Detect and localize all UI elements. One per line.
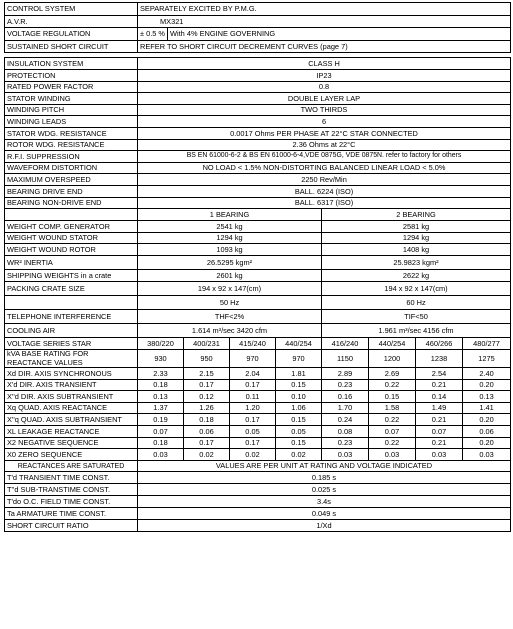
reactance-value: 2.40	[463, 368, 511, 380]
row-note: With 4% ENGINE GOVERNING	[168, 28, 511, 41]
avr-value: MX321	[160, 16, 184, 26]
reactance-value: 0.14	[416, 391, 463, 403]
reactance-value: 1238	[416, 350, 463, 368]
reactance-value: 0.22	[369, 414, 416, 426]
shipping-b2: 2622 kg	[322, 270, 511, 282]
reactance-value: 930	[138, 350, 184, 368]
spec-value: BALL. 6224 (ISO)	[138, 185, 511, 197]
spec-label: WINDING PITCH	[5, 104, 138, 116]
reactance-label: kVA BASE RATING FOR REACTANCE VALUES	[5, 350, 138, 368]
reactance-value: 0.10	[276, 391, 322, 403]
reactance-value: 1.06	[276, 402, 322, 414]
table-row	[5, 255, 511, 269]
cooling-v2: 1.961 m³/sec 4156 cfm	[322, 324, 511, 338]
voltage-value: 480/277	[463, 338, 511, 350]
weight-b1: 1294 kg	[138, 232, 322, 244]
weight-b2: 1408 kg	[322, 244, 511, 256]
table-row	[5, 209, 511, 221]
shipping-b1: 2601 kg	[138, 270, 322, 282]
time-const-label: Ta ARMATURE TIME CONST.	[5, 508, 138, 520]
crate-b1: 194 x 92 x 147(cm)	[138, 281, 322, 295]
table-row	[5, 104, 511, 116]
reactance-value: 1.49	[416, 402, 463, 414]
table-row	[5, 116, 511, 128]
row-label: VOLTAGE REGULATION	[5, 28, 138, 41]
reactance-value: 0.15	[369, 391, 416, 403]
reactance-value: 1.81	[276, 368, 322, 380]
spec-value: 6	[138, 116, 511, 128]
spec-value: CLASS H	[138, 58, 511, 70]
reactance-label: Xq QUAD. AXIS REACTANCE	[5, 402, 138, 414]
cooling-label: COOLING AIR	[5, 324, 138, 338]
reactance-value: 0.22	[369, 379, 416, 391]
spec-label: STATOR WDG. RESISTANCE	[5, 127, 138, 139]
reactance-value: 2.04	[230, 368, 276, 380]
table-row	[5, 437, 511, 449]
time-const-label: SHORT CIRCUIT RATIO	[5, 520, 138, 532]
voltage-value: 416/240	[322, 338, 369, 350]
reactance-label: X''q QUAD. AXIS SUBTRANSIENT	[5, 414, 138, 426]
reactance-value: 0.23	[322, 379, 369, 391]
frequency-60: 60 Hz	[322, 295, 511, 309]
row-value: SEPARATELY EXCITED BY P.M.G.	[138, 3, 511, 16]
time-const-value: 0.049 s	[138, 508, 511, 520]
table-row	[5, 414, 511, 426]
reactance-value: 1.70	[322, 402, 369, 414]
reactance-value: 0.07	[416, 425, 463, 437]
reactance-value: 1.20	[230, 402, 276, 414]
reactance-value: 0.22	[369, 437, 416, 449]
spec-value: BS EN 61000-6-2 & BS EN 61000-6-4,VDE 0875G, VDE 0875N. refer to factory for others	[138, 151, 511, 163]
reactance-value: 0.17	[230, 437, 276, 449]
table-row	[5, 391, 511, 403]
reactance-value: 0.03	[138, 449, 184, 461]
spec-label: BEARING NON-DRIVE END	[5, 197, 138, 209]
row-value: ± 0.5 %	[138, 28, 168, 41]
time-const-label: T'do O.C. FIELD TIME CONST.	[5, 496, 138, 508]
reactance-value: 0.21	[416, 414, 463, 426]
table-row	[5, 40, 511, 53]
voltage-value: 440/254	[276, 338, 322, 350]
spec-value: TWO THIRDS	[138, 104, 511, 116]
reactance-value: 1150	[322, 350, 369, 368]
table-row	[5, 232, 511, 244]
table-row	[5, 221, 511, 233]
reactance-value: 0.03	[463, 449, 511, 461]
crate-b2: 194 x 92 x 147(cm)	[322, 281, 511, 295]
table-row	[5, 449, 511, 461]
reactance-value: 2.33	[138, 368, 184, 380]
reactance-value: 0.20	[463, 379, 511, 391]
row-label: CONTROL SYSTEM	[5, 3, 138, 16]
bearing-header-2: 2 BEARING	[322, 209, 511, 221]
reactance-value: 0.24	[322, 414, 369, 426]
blank-cell	[5, 209, 138, 221]
reactance-value: 0.06	[463, 425, 511, 437]
reactance-value: 0.03	[369, 449, 416, 461]
weight-label: WEIGHT WOUND STATOR	[5, 232, 138, 244]
spec-value: 2.36 Ohms at 22°C	[138, 139, 511, 151]
reactance-value: 1275	[463, 350, 511, 368]
table-row	[5, 3, 511, 16]
spec-value: 0.0017 Ohms PER PHASE AT 22°C STAR CONNECTED	[138, 127, 511, 139]
table-row	[5, 185, 511, 197]
voltage-value: 440/254	[369, 338, 416, 350]
reactance-value: 0.18	[138, 437, 184, 449]
reactance-value: 2.15	[184, 368, 230, 380]
reactance-value: 1200	[369, 350, 416, 368]
reactance-value: 0.17	[184, 437, 230, 449]
row-label: SUSTAINED SHORT CIRCUIT	[5, 40, 138, 53]
frequency-50: 50 Hz	[138, 295, 322, 309]
table-row	[5, 310, 511, 324]
reactance-value: 0.02	[276, 449, 322, 461]
table-row	[5, 151, 511, 163]
reactance-value: 0.15	[276, 414, 322, 426]
spec-label: INSULATION SYSTEM	[5, 58, 138, 70]
telephone-label: TELEPHONE INTERFERENCE	[5, 310, 138, 324]
table-row	[5, 508, 511, 520]
table-row	[5, 368, 511, 380]
voltage-value: 460/266	[416, 338, 463, 350]
table-row	[5, 338, 511, 350]
spec-value: BALL. 6317 (ISO)	[138, 197, 511, 209]
table-row	[5, 472, 511, 484]
spec-label: R.F.I. SUPPRESSION	[5, 151, 138, 163]
reactance-value: 0.19	[138, 414, 184, 426]
table-row	[5, 127, 511, 139]
row-value: REFER TO SHORT CIRCUIT DECREMENT CURVES (page 7)	[138, 40, 511, 53]
reactance-value: 0.21	[416, 379, 463, 391]
weight-b1: 1093 kg	[138, 244, 322, 256]
spec-value: 0.8	[138, 81, 511, 93]
control-table	[4, 2, 511, 53]
reactance-value: 0.17	[230, 379, 276, 391]
table-row	[5, 69, 511, 81]
crate-label: PACKING CRATE SIZE	[5, 281, 138, 295]
voltage-series-label: VOLTAGE SERIES STAR	[5, 338, 138, 350]
spec-label: RATED POWER FACTOR	[5, 81, 138, 93]
reactance-value: 0.13	[138, 391, 184, 403]
reactance-value: 2.54	[416, 368, 463, 380]
weight-b1: 2541 kg	[138, 221, 322, 233]
spec-label: WAVEFORM DISTORTION	[5, 162, 138, 174]
shipping-label: SHIPPING WEIGHTS in a crate	[5, 270, 138, 282]
table-row	[5, 460, 511, 472]
reactance-value: 970	[276, 350, 322, 368]
reactance-value: 0.02	[184, 449, 230, 461]
weight-label: WEIGHT COMP. GENERATOR	[5, 221, 138, 233]
voltage-value: 400/231	[184, 338, 230, 350]
voltage-value: 380/220	[138, 338, 184, 350]
reactance-value: 0.17	[230, 414, 276, 426]
telephone-v1: THF<2%	[138, 310, 322, 324]
weight-b2: 1294 kg	[322, 232, 511, 244]
spec-value: 2250 Rev/Min	[138, 174, 511, 186]
reactance-label: Xd DIR. AXIS SYNCHRONOUS	[5, 368, 138, 380]
reactance-note-right: VALUES ARE PER UNIT AT RATING AND VOLTAGE INDICATED	[138, 460, 511, 472]
spec-label: MAXIMUM OVERSPEED	[5, 174, 138, 186]
reactance-label: XL LEAKAGE REACTANCE	[5, 425, 138, 437]
reactance-value: 0.06	[184, 425, 230, 437]
weight-label: WEIGHT WOUND ROTOR	[5, 244, 138, 256]
table-row	[5, 197, 511, 209]
row-label: A.V.R.	[5, 15, 138, 28]
reactance-value: 0.13	[463, 391, 511, 403]
reactance-label: X0 ZERO SEQUENCE	[5, 449, 138, 461]
time-const-value: 0.025 s	[138, 484, 511, 496]
time-const-value: 3.4s	[138, 496, 511, 508]
reactance-label: X2 NEGATIVE SEQUENCE	[5, 437, 138, 449]
reactance-value: 2.89	[322, 368, 369, 380]
reactance-value: 1.41	[463, 402, 511, 414]
reactance-value: 0.20	[463, 414, 511, 426]
time-const-value: 0.185 s	[138, 472, 511, 484]
reactance-value: 950	[184, 350, 230, 368]
reactance-label: X'd DIR. AXIS TRANSIENT	[5, 379, 138, 391]
time-const-value: 1/Xd	[138, 520, 511, 532]
reactance-value: 0.03	[322, 449, 369, 461]
reactance-value: 0.17	[184, 379, 230, 391]
table-row	[5, 484, 511, 496]
table-row	[5, 58, 511, 70]
reactance-value: 0.05	[230, 425, 276, 437]
spec-value: DOUBLE LAYER LAP	[138, 93, 511, 105]
reactance-value: 1.37	[138, 402, 184, 414]
reactance-value: 1.26	[184, 402, 230, 414]
table-row	[5, 162, 511, 174]
table-row	[5, 520, 511, 532]
table-row	[5, 81, 511, 93]
reactance-value: 2.69	[369, 368, 416, 380]
reactance-value: 0.15	[276, 437, 322, 449]
reactance-value: 0.20	[463, 437, 511, 449]
reactance-value: 0.07	[369, 425, 416, 437]
table-row	[5, 324, 511, 338]
spec-label: WINDING LEADS	[5, 116, 138, 128]
table-row	[5, 350, 511, 368]
inertia-label: WR² INERTIA	[5, 255, 138, 269]
cooling-v1: 1.614 m³/sec 3420 cfm	[138, 324, 322, 338]
telephone-v2: TIF<50	[322, 310, 511, 324]
table-row	[5, 15, 511, 28]
reactance-value: 0.21	[416, 437, 463, 449]
reactance-value: 0.16	[322, 391, 369, 403]
reactance-value: 970	[230, 350, 276, 368]
reactance-value: 0.03	[416, 449, 463, 461]
table-row	[5, 496, 511, 508]
bearing-header-1: 1 BEARING	[138, 209, 322, 221]
blank-cell	[5, 295, 138, 309]
reactance-value: 0.18	[184, 414, 230, 426]
reactance-value: 0.05	[276, 425, 322, 437]
inertia-b1: 26.5295 kgm²	[138, 255, 322, 269]
spec-label: PROTECTION	[5, 69, 138, 81]
inertia-b2: 25.9823 kgm²	[322, 255, 511, 269]
reactance-value: 0.07	[138, 425, 184, 437]
reactance-value: 0.02	[230, 449, 276, 461]
table-row	[5, 174, 511, 186]
table-row	[5, 139, 511, 151]
table-row	[5, 28, 511, 41]
reactance-note-left: REACTANCES ARE SATURATED	[5, 460, 138, 472]
reactance-value: 0.15	[276, 379, 322, 391]
spec-value: NO LOAD < 1.5% NON-DISTORTING BALANCED LINEAR LOAD < 5.0%	[138, 162, 511, 174]
reactance-value: 0.18	[138, 379, 184, 391]
reactance-label: X''d DIR. AXIS SUBTRANSIENT	[5, 391, 138, 403]
time-const-label: T'd TRANSIENT TIME CONST.	[5, 472, 138, 484]
table-row	[5, 402, 511, 414]
spec-value: IP23	[138, 69, 511, 81]
table-row	[5, 281, 511, 295]
reactance-value: 0.08	[322, 425, 369, 437]
reactance-value: 1.58	[369, 402, 416, 414]
table-row	[5, 295, 511, 309]
row-value	[138, 15, 511, 28]
weight-b2: 2581 kg	[322, 221, 511, 233]
time-const-label: T''d SUB-TRANSTIME CONST.	[5, 484, 138, 496]
reactance-value: 0.11	[230, 391, 276, 403]
table-row	[5, 425, 511, 437]
reactance-value: 0.12	[184, 391, 230, 403]
spec-table	[4, 57, 511, 532]
table-row	[5, 93, 511, 105]
spec-label: ROTOR WDG. RESISTANCE	[5, 139, 138, 151]
spec-label: BEARING DRIVE END	[5, 185, 138, 197]
table-row	[5, 379, 511, 391]
spec-label: STATOR WINDING	[5, 93, 138, 105]
table-row	[5, 244, 511, 256]
voltage-value: 415/240	[230, 338, 276, 350]
table-row	[5, 270, 511, 282]
reactance-value: 0.23	[322, 437, 369, 449]
